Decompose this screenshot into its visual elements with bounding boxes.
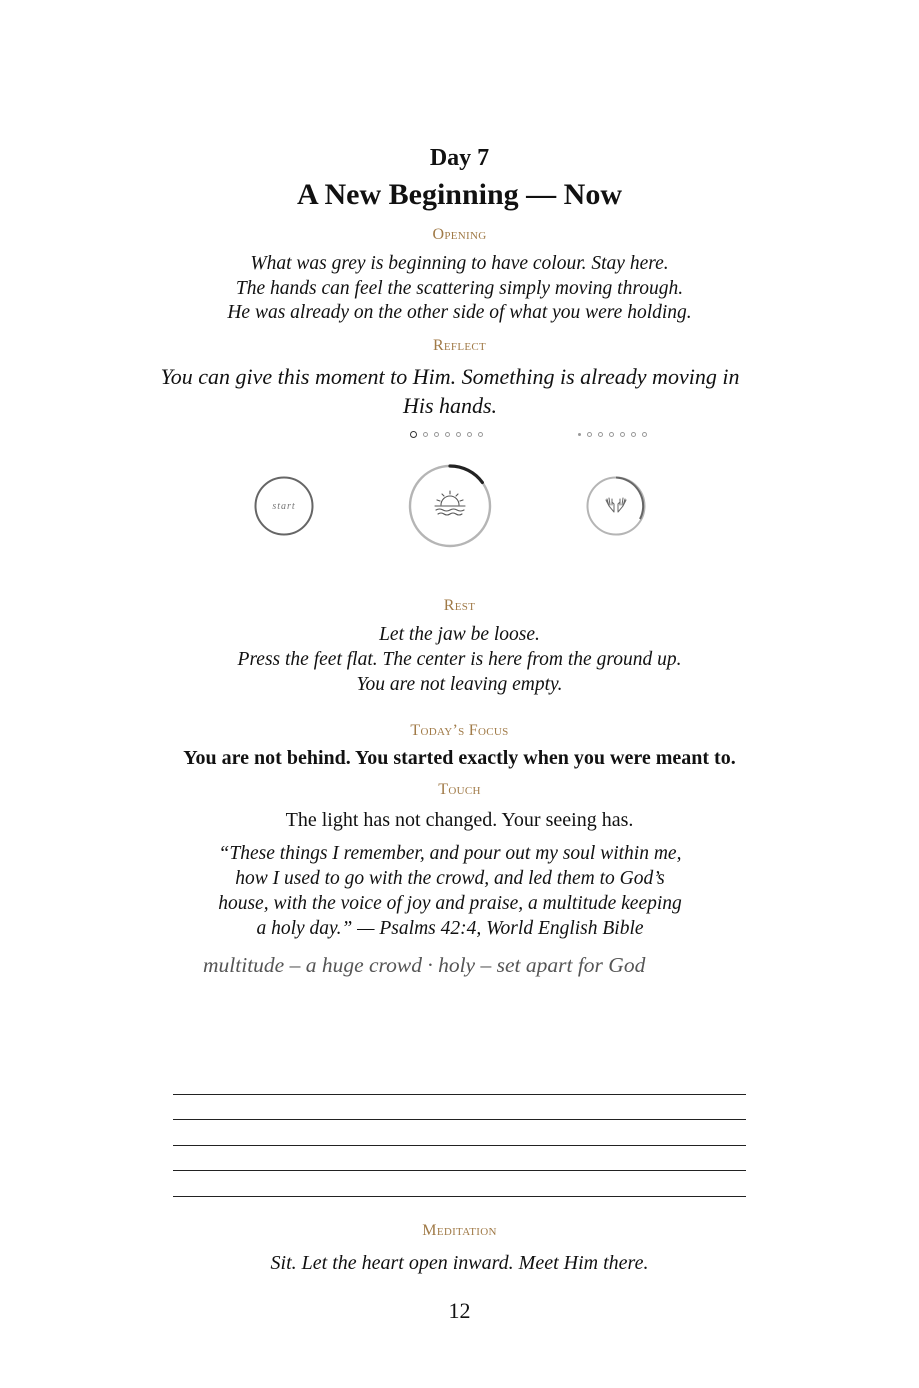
meditation-text: Sit. Let the heart open inward. Meet Him there. xyxy=(270,1252,649,1274)
step-dot[interactable] xyxy=(423,432,428,437)
focus-text: You are not behind. You started exactly when you were meant to. xyxy=(183,747,736,769)
verse-line: “These things I remember, and pour out my soul within me, xyxy=(218,843,682,864)
rest-text xyxy=(0,622,919,697)
start-label: start xyxy=(272,501,296,512)
step-dot[interactable] xyxy=(609,432,614,437)
step-dot[interactable] xyxy=(587,432,592,437)
touch-label: Touch xyxy=(438,781,481,798)
step-dot[interactable] xyxy=(598,432,603,437)
step-dot[interactable] xyxy=(434,432,439,437)
step-dot[interactable] xyxy=(445,432,450,437)
journal-line[interactable] xyxy=(173,1145,746,1146)
rest-line: You are not leaving empty. xyxy=(356,674,563,695)
opening-line: What was grey is beginning to have colour. Stay here. xyxy=(250,253,669,274)
rest-line: Press the feet flat. The center is here from the ground up. xyxy=(237,649,682,670)
reflect-text: You can give this moment to Him. Something is already moving in His hands. xyxy=(160,364,740,418)
journal-line[interactable] xyxy=(173,1196,746,1197)
opening-line: He was already on the other side of what you were holding. xyxy=(227,302,692,324)
center-progress-button[interactable] xyxy=(406,462,494,550)
journal-line[interactable] xyxy=(173,1094,746,1095)
rest-line: Let the jaw be loose. xyxy=(379,624,540,645)
opening-text xyxy=(0,252,919,326)
opening-line: The hands can feel the scattering simply moving through. xyxy=(235,277,684,299)
journal-line[interactable] xyxy=(173,1170,746,1171)
verse-line: house, with the voice of joy and praise, a multitude keeping xyxy=(218,893,682,914)
start-button[interactable] xyxy=(253,475,315,537)
day-number: Day 7 xyxy=(429,145,490,171)
meditation-label: Meditation xyxy=(422,1222,497,1239)
journal-line[interactable] xyxy=(173,1119,746,1120)
page-title: A New Beginning — Now xyxy=(296,178,623,211)
opening-label: Opening xyxy=(432,226,487,243)
step-dot[interactable] xyxy=(467,432,472,437)
step-dot[interactable] xyxy=(642,432,647,437)
focus-label: Today’s Focus xyxy=(410,722,509,739)
touch-line: The light has not changed. Your seeing has. xyxy=(285,809,634,831)
progress-arc xyxy=(450,466,482,482)
step-dot[interactable] xyxy=(631,432,636,437)
scripture-quote xyxy=(150,841,750,941)
step-dot[interactable] xyxy=(620,432,625,437)
step-dot[interactable] xyxy=(456,432,461,437)
step-indicator-left xyxy=(410,431,483,438)
open-hands-icon xyxy=(606,498,626,512)
word-gloss: multitude – a huge crowd · holy – set apart for God xyxy=(203,953,646,977)
step-dot[interactable] xyxy=(410,431,417,438)
prayer-hands-button[interactable] xyxy=(585,475,647,537)
step-dot[interactable] xyxy=(478,432,483,437)
step-dot[interactable] xyxy=(578,433,581,436)
reflect-label: Reflect xyxy=(432,337,487,354)
page-number: 12 xyxy=(448,1298,471,1323)
verse-line: a holy day.” — Psalms 42:4, World English Bible xyxy=(256,918,644,939)
sunrise-over-water-icon xyxy=(435,491,465,515)
step-indicator-right xyxy=(578,432,647,437)
rest-label: Rest xyxy=(443,597,476,614)
verse-line: how I used to go with the crowd, and led them to God’s xyxy=(235,868,665,889)
